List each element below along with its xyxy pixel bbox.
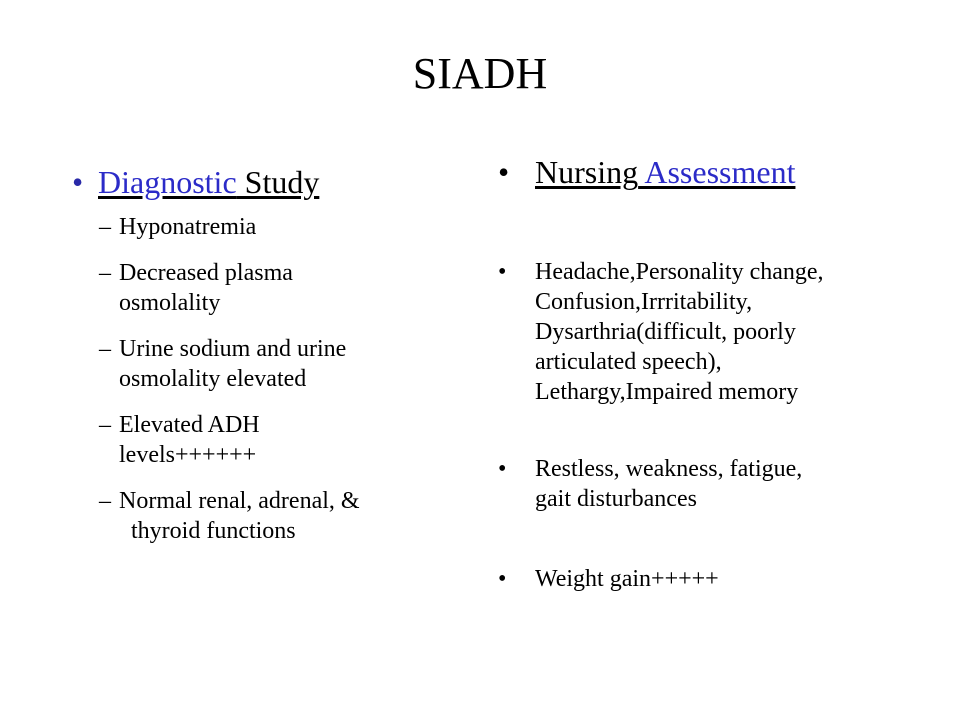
- list-item: [498, 564, 938, 594]
- diagnostic-study-heading: [72, 160, 472, 204]
- list-item: [498, 454, 938, 514]
- nursing-assessment-heading: [498, 150, 938, 194]
- study-text: Study: [236, 164, 320, 200]
- slide-title: SIADH: [412, 49, 548, 98]
- dash-icon: –: [99, 260, 111, 286]
- list-item: [99, 334, 472, 394]
- item-line: Elevated ADH: [119, 412, 260, 438]
- dash-icon: –: [99, 214, 111, 240]
- bullet-icon: •: [498, 154, 510, 190]
- item-line: Dysarthria(difficult, poorly: [535, 319, 796, 345]
- heading-text: [98, 160, 319, 204]
- list-item: [99, 410, 472, 470]
- item-line: Normal renal, adrenal, &: [119, 488, 360, 514]
- item-line: Restless, weakness, fatigue,: [535, 456, 803, 482]
- item-line: gait disturbances: [535, 486, 697, 512]
- heading-text: [535, 150, 795, 194]
- bullet-icon: •: [498, 456, 507, 482]
- list-item: [99, 258, 472, 318]
- item-line: Weight gain+++++: [535, 566, 719, 592]
- item-line: Confusion,Irrritability,: [535, 289, 753, 315]
- nursing-text: Nursing: [535, 154, 639, 190]
- list-item: [99, 486, 472, 546]
- dash-icon: –: [99, 336, 111, 362]
- bullet-icon: •: [498, 259, 507, 285]
- item-line: Headache,Personality change,: [535, 259, 824, 285]
- item-line: Lethargy,Impaired memory: [535, 379, 799, 405]
- dash-icon: –: [99, 412, 111, 438]
- diagnostic-study-section: [72, 160, 472, 562]
- diagnostic-list: [72, 212, 472, 546]
- list-item: [498, 257, 938, 407]
- assessment-link[interactable]: Assessment: [638, 154, 796, 190]
- bullet-icon: •: [72, 164, 84, 200]
- diagnostic-link[interactable]: Diagnostic: [98, 164, 237, 200]
- item-line: articulated speech),: [535, 349, 722, 375]
- item-line: Urine sodium and urine: [119, 336, 347, 362]
- item-line: Hyponatremia: [119, 214, 257, 240]
- item-line: thyroid functions: [131, 518, 296, 544]
- nursing-assessment-section: [498, 150, 938, 594]
- dash-icon: –: [99, 488, 111, 514]
- bullet-icon: •: [498, 566, 507, 592]
- item-line: levels++++++: [119, 442, 257, 468]
- item-line: osmolality elevated: [119, 366, 307, 392]
- list-item: [99, 212, 472, 242]
- item-line: Decreased plasma: [119, 260, 293, 286]
- item-line: osmolality: [119, 290, 221, 316]
